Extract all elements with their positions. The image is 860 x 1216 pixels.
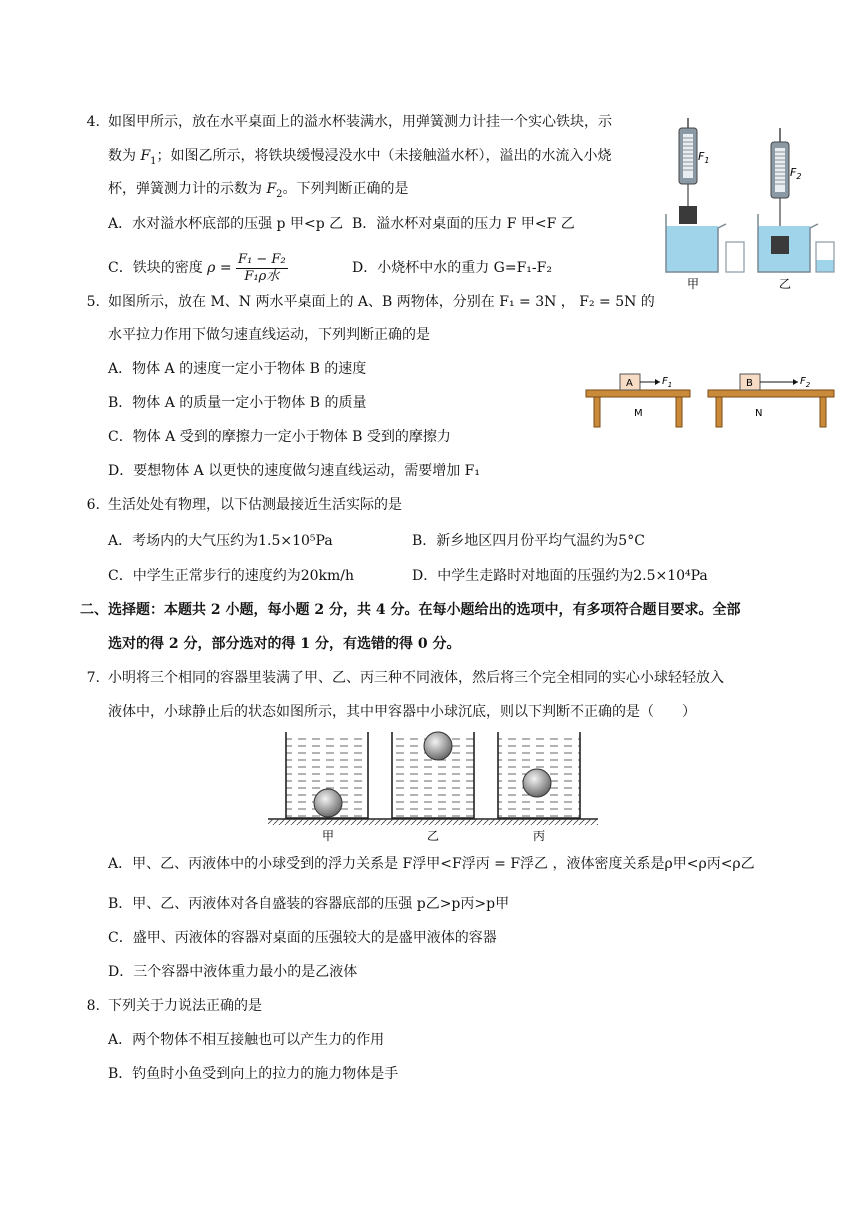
q4-number: 4. [86,114,100,130]
q5-fig-block-b: B [746,378,753,389]
q8-option-b: B．钓鱼时小鱼受到向上的拉力的施力物体是手 [108,1066,399,1082]
q5-fig-f1: $F_1$ [662,376,673,389]
q8-number: 8. [86,998,100,1014]
q7-fig-jia: 甲 [322,829,335,843]
spring-scale-yi [771,128,789,236]
q8-option-a: A．两个物体不相互接触也可以产生力的作用 [108,1032,385,1048]
q4-stem-line2a: 数为 [108,148,141,164]
q5-stem-line2: 水平拉力作用下做匀速直线运动，下列判断正确的是 [108,327,430,343]
q4-stem-line3a: 杯，弹簧测力计的示数为 [108,181,267,197]
q4-density-fraction [236,252,288,285]
q7-figure-containers [268,728,598,846]
q4-fig-jia-label: 甲 [687,277,700,291]
section2-instructions-line1: 二、选择题：本题共 2 小题，每小题 2 分，共 4 分。在每小题给出的选项中，有多项符合题目要求。全部 [80,602,741,618]
q7-option-d: D．三个容器中液体重力最小的是乙液体 [108,964,358,980]
q4-fig-f1-label: $F_1$ [698,150,710,165]
q4-stem-line2: 数为 $F_1$；如图乙所示，将铁块缓慢浸没水中（未接触溢水杯），溢出的水流入小烧 [108,148,612,167]
q5-stem-line1: 如图所示，放在 M、N 两水平桌面上的 A、B 两物体，分别在 F₁ = 3N ， F₂ = 5N 的 [108,294,655,310]
container-jia [286,732,368,818]
q6-stem: 生活处处有物理，以下估测最接近生活实际的是 [108,497,402,513]
q5-option-a: A．物体 A 的速度一定小于物体 B 的速度 [108,361,367,377]
q4-stem-line3: 杯，弹簧测力计的示数为 $F_2$。下列判断正确的是 [108,181,409,200]
q7-stem-line2: 液体中，小球静止后的状态如图所示，其中甲容器中小球沉底，则以下判断不正确的是（ ） [108,704,696,720]
table-n [708,374,834,427]
q6-option-c: C．中学生正常步行的速度约为20km/h [108,568,355,584]
container-bing [498,732,580,818]
q5-option-b: B．物体 A 的质量一定小于物体 B 的质量 [108,395,367,411]
q4-stem-line2b: ；如图乙所示，将铁块缓慢浸没水中（未接触溢水杯），溢出的水流入小烧 [156,148,612,164]
q5-fig-m: M [634,408,643,419]
q5-option-d: D．要想物体 A 以更快的速度做匀速直线运动，需要增加 F₁ [108,463,481,479]
q6-option-d: D．中学生走路时对地面的压强约为2.5×10⁴Pa [412,568,708,584]
q4-fraction-denominator: F₁ρ水 [244,268,280,284]
overflow-cup-yi [758,214,834,272]
q8-stem: 下列关于力说法正确的是 [108,998,262,1014]
q7-stem-line1: 小明将三个相同的容器里装满了甲、乙、丙三种不同液体，然后将三个完全相同的实心小球轻轻放入 [108,670,724,686]
q4-option-c-label: C．铁块的密度 [108,260,203,276]
q4-figure-overflow-cups [660,118,840,293]
q7-option-c: C．盛甲、丙液体的容器对桌面的压强较大的是盛甲液体的容器 [108,930,497,946]
q4-stem-line1: 如图甲所示，放在水平桌面上的溢水杯装满水，用弹簧测力计挂一个实心铁块，示 [108,114,612,130]
q4-option-c: C．铁块的密度 ρ = $\frac{\text{F₁ − F₂}}{\text{F₁ρ水}}$ [108,251,286,284]
table-m [586,374,690,427]
q4-fig-yi-label: 乙 [779,277,792,291]
q5-fig-block-a: A [626,378,633,389]
q7-option-b: B．甲、乙、丙液体对各自盛装的容器底部的压强 p乙>p丙>p甲 [108,896,510,912]
q6-option-a: A．考场内的大气压约为1.5×10⁵Pa [108,533,333,549]
q4-fig-f2-label: $F_2$ [790,166,802,181]
q6-option-b: B．新乡地区四月份平均气温约为5°C [412,533,645,549]
q5-number: 5. [86,294,100,310]
spring-scale-jia [679,118,697,224]
q7-number: 7. [86,670,100,686]
q4-option-d: D．小烧杯中水的重力 G=F₁-F₂ [352,260,552,276]
q6-number: 6. [86,497,100,513]
q4-stem-line3b: 。下列判断正确的是 [282,181,409,197]
q4-option-b: B．溢水杯对桌面的压力 F 甲<F 乙 [352,216,575,232]
q5-fig-n: N [755,408,763,419]
overflow-cup-jia [666,214,744,272]
q5-option-c: C．物体 A 受到的摩擦力一定小于物体 B 受到的摩擦力 [108,429,451,445]
container-yi [392,732,474,818]
q4-option-a: A．水对溢水杯底部的压强 p 甲<p 乙 [108,216,344,232]
section2-instructions-line2: 选对的得 2 分，部分选对的得 1 分，有选错的得 0 分。 [108,636,461,652]
q4-fraction-numerator: F₁ − F₂ [238,251,286,267]
q7-option-a: A．甲、乙、丙液体中的小球受到的浮力关系是 F浮甲<F浮丙 = F浮乙 ，液体密度关系是ρ甲<ρ丙<ρ乙 [108,856,755,872]
q7-fig-yi: 乙 [427,829,440,843]
q5-figure-tables [584,370,840,432]
q7-fig-bing: 丙 [533,829,546,843]
q5-fig-f2: $F_2$ [800,376,811,389]
